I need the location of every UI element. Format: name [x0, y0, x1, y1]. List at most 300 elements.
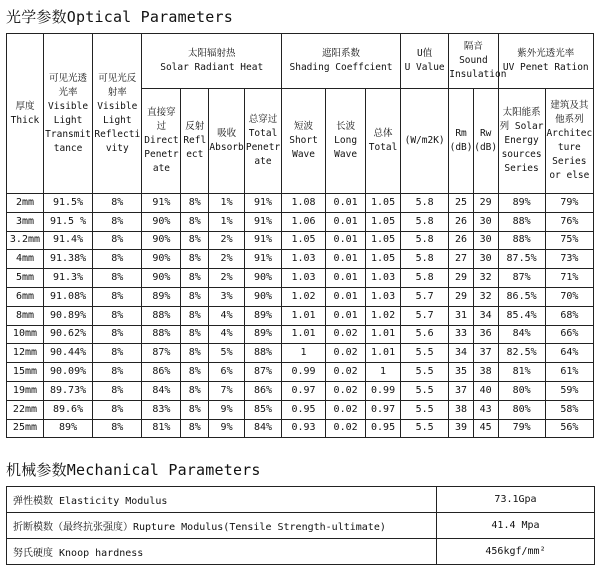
cell-thickness: 8mm	[7, 306, 44, 325]
cell-u-value: 5.7	[401, 306, 449, 325]
cell-u-value: 5.5	[401, 381, 449, 400]
cell-thickness: 4mm	[7, 250, 44, 269]
header-line: or else	[549, 170, 590, 181]
cell-total-penetrate: 88%	[245, 344, 282, 363]
cell-rw: 29	[473, 194, 498, 213]
header-absorb	[209, 89, 245, 194]
mechanical-label: 弹性模数 Elasticity Modulus	[7, 487, 437, 513]
header-long-wave	[326, 89, 366, 194]
header-shading-total	[366, 89, 401, 194]
cell-rm: 34	[449, 344, 474, 363]
cell-direct-penetrate: 90%	[142, 269, 181, 288]
cell-rm: 29	[449, 269, 474, 288]
header-line: Long	[334, 135, 358, 146]
header-line: 列 Solar	[499, 121, 544, 132]
cell-absorb: 1%	[209, 194, 245, 213]
header-line: Visible	[48, 100, 89, 112]
header-line: 隔音	[463, 41, 483, 52]
header-line: Short	[289, 135, 318, 146]
header-architecture-series	[545, 89, 593, 194]
cell-direct-penetrate: 84%	[142, 381, 181, 400]
cell-shading-total: 0.97	[366, 400, 401, 419]
header-line: Sound	[459, 55, 488, 66]
table-row	[7, 400, 594, 419]
header-line: 可见光透	[49, 72, 88, 84]
header-line: Transmit	[45, 128, 91, 140]
cell-rm: 33	[449, 325, 474, 344]
table-row	[7, 250, 594, 269]
header-line: (dB)	[474, 142, 498, 153]
header-line: Wave	[292, 149, 315, 160]
table-row	[7, 306, 594, 325]
header-uv-penetration	[498, 34, 594, 89]
cell-visible-transmittance: 91.3%	[43, 269, 92, 288]
cell-visible-transmittance: 91.5%	[43, 194, 92, 213]
cell-long-wave: 0.01	[326, 250, 366, 269]
cell-total-penetrate: 86%	[245, 381, 282, 400]
header-line: Total	[248, 128, 278, 139]
mechanical-label: 折断模数（最终抗张强度）Rupture Modulus(Tensile Strength-ultimate)	[7, 513, 437, 539]
cell-direct-penetrate: 91%	[142, 194, 181, 213]
cell-rw: 30	[473, 212, 498, 231]
cell-rw: 36	[473, 325, 498, 344]
cell-absorb: 2%	[209, 269, 245, 288]
cell-u-value: 5.7	[401, 287, 449, 306]
cell-visible-transmittance: 91.5 %	[43, 212, 92, 231]
mechanical-parameters-title: 机械参数Mechanical Parameters	[6, 461, 261, 479]
cell-visible-reflectivity: 8%	[93, 287, 142, 306]
cell-visible-transmittance: 91.08%	[43, 287, 92, 306]
cell-short-wave: 0.95	[281, 400, 325, 419]
cell-u-value: 5.8	[401, 194, 449, 213]
cell-solar-energy-series: 80%	[498, 381, 545, 400]
cell-visible-transmittance: 90.62%	[43, 325, 92, 344]
header-line: ect	[186, 149, 204, 160]
cell-shading-total: 1.03	[366, 287, 401, 306]
mechanical-row	[7, 487, 595, 513]
cell-thickness: 3mm	[7, 212, 44, 231]
cell-shading-total: 1.05	[366, 250, 401, 269]
cell-long-wave: 0.01	[326, 269, 366, 288]
table-row	[7, 344, 594, 363]
header-u-value	[401, 34, 449, 89]
cell-visible-reflectivity: 8%	[93, 381, 142, 400]
cell-solar-energy-series: 84%	[498, 325, 545, 344]
header-line: Total	[368, 142, 398, 153]
cell-total-penetrate: 91%	[245, 231, 282, 250]
cell-long-wave: 0.01	[326, 287, 366, 306]
cell-u-value: 5.5	[401, 344, 449, 363]
cell-solar-energy-series: 87%	[498, 269, 545, 288]
header-line: Reflecti	[94, 128, 141, 140]
cell-long-wave: 0.02	[326, 419, 366, 438]
cell-architecture-series: 64%	[545, 344, 593, 363]
header-line: 反射	[185, 121, 205, 132]
cell-shading-total: 0.99	[366, 381, 401, 400]
header-line: Series	[504, 163, 539, 174]
header-direct-penetrate	[142, 89, 181, 194]
cell-visible-reflectivity: 8%	[93, 269, 142, 288]
cell-reflect: 8%	[181, 363, 209, 382]
cell-rw: 30	[473, 250, 498, 269]
cell-direct-penetrate: 90%	[142, 250, 181, 269]
cell-absorb: 9%	[209, 400, 245, 419]
cell-reflect: 8%	[181, 400, 209, 419]
header-line: ate	[254, 156, 272, 167]
header-line: 遮阳系数	[321, 48, 360, 59]
table-row	[7, 212, 594, 231]
cell-rw: 32	[473, 269, 498, 288]
cell-short-wave: 0.97	[281, 381, 325, 400]
cell-total-penetrate: 87%	[245, 363, 282, 382]
cell-short-wave: 1.03	[281, 250, 325, 269]
header-line: U Value	[404, 62, 445, 73]
cell-visible-transmittance: 89.73%	[43, 381, 92, 400]
cell-absorb: 6%	[209, 363, 245, 382]
cell-reflect: 8%	[181, 231, 209, 250]
header-line: Penetr	[144, 149, 179, 160]
cell-solar-energy-series: 88%	[498, 212, 545, 231]
header-line: Architec	[546, 128, 593, 139]
header-shading-coefficient	[281, 34, 400, 89]
cell-visible-transmittance: 90.09%	[43, 363, 92, 382]
cell-short-wave: 1.05	[281, 231, 325, 250]
cell-visible-reflectivity: 8%	[93, 250, 142, 269]
cell-visible-transmittance: 91.4%	[43, 231, 92, 250]
cell-total-penetrate: 84%	[245, 419, 282, 438]
cell-architecture-series: 58%	[545, 400, 593, 419]
cell-rm: 35	[449, 363, 474, 382]
cell-total-penetrate: 85%	[245, 400, 282, 419]
header-reflect	[181, 89, 209, 194]
cell-rw: 30	[473, 231, 498, 250]
cell-u-value: 5.8	[401, 250, 449, 269]
cell-absorb: 7%	[209, 381, 245, 400]
cell-direct-penetrate: 89%	[142, 287, 181, 306]
cell-short-wave: 1.03	[281, 269, 325, 288]
header-line: Wave	[334, 149, 358, 160]
cell-u-value: 5.5	[401, 363, 449, 382]
cell-rm: 25	[449, 194, 474, 213]
cell-reflect: 8%	[181, 344, 209, 363]
cell-long-wave: 0.02	[326, 400, 366, 419]
cell-rm: 37	[449, 381, 474, 400]
cell-total-penetrate: 89%	[245, 306, 282, 325]
cell-direct-penetrate: 86%	[142, 363, 181, 382]
cell-direct-penetrate: 81%	[142, 419, 181, 438]
header-line: tance	[53, 142, 83, 154]
cell-visible-reflectivity: 8%	[93, 231, 142, 250]
cell-u-value: 5.6	[401, 325, 449, 344]
header-line: 可见光反	[98, 72, 137, 84]
cell-architecture-series: 56%	[545, 419, 593, 438]
cell-reflect: 8%	[181, 306, 209, 325]
cell-u-value: 5.8	[401, 231, 449, 250]
header-line: (W/m2K)	[404, 135, 445, 146]
cell-reflect: 8%	[181, 325, 209, 344]
cell-visible-reflectivity: 8%	[93, 212, 142, 231]
table-row	[7, 269, 594, 288]
cell-short-wave: 0.93	[281, 419, 325, 438]
mechanical-value: 456kgf/mm²	[437, 539, 595, 565]
header-thick	[7, 34, 44, 194]
cell-thickness: 22mm	[7, 400, 44, 419]
cell-visible-transmittance: 89%	[43, 419, 92, 438]
cell-visible-reflectivity: 8%	[93, 306, 142, 325]
header-line: 射率	[107, 86, 127, 98]
cell-direct-penetrate: 88%	[142, 325, 181, 344]
header-line: Solar Radiant Heat	[160, 62, 264, 73]
mechanical-value: 41.4 Mpa	[437, 513, 595, 539]
cell-direct-penetrate: 83%	[142, 400, 181, 419]
cell-long-wave: 0.02	[326, 363, 366, 382]
cell-solar-energy-series: 80%	[498, 400, 545, 419]
cell-reflect: 8%	[181, 381, 209, 400]
cell-long-wave: 0.01	[326, 212, 366, 231]
cell-visible-transmittance: 90.89%	[43, 306, 92, 325]
cell-architecture-series: 76%	[545, 212, 593, 231]
cell-short-wave: 1.02	[281, 287, 325, 306]
header-line: Penetr	[245, 142, 281, 153]
cell-architecture-series: 61%	[545, 363, 593, 382]
cell-shading-total: 1.01	[366, 344, 401, 363]
cell-absorb: 9%	[209, 419, 245, 438]
cell-total-penetrate: 89%	[245, 325, 282, 344]
header-solar-energy-series	[498, 89, 545, 194]
cell-architecture-series: 71%	[545, 269, 593, 288]
header-line: Refl	[183, 135, 207, 146]
cell-visible-reflectivity: 8%	[93, 400, 142, 419]
cell-rw: 34	[473, 306, 498, 325]
cell-shading-total: 1.03	[366, 269, 401, 288]
cell-reflect: 8%	[181, 419, 209, 438]
cell-total-penetrate: 90%	[245, 287, 282, 306]
cell-total-penetrate: 91%	[245, 212, 282, 231]
cell-short-wave: 1.06	[281, 212, 325, 231]
cell-shading-total: 1	[366, 363, 401, 382]
header-line: vity	[105, 142, 129, 154]
header-line: 直接穿	[147, 107, 176, 118]
cell-total-penetrate: 91%	[245, 194, 282, 213]
header-line: sources	[501, 149, 542, 160]
cell-direct-penetrate: 90%	[142, 212, 181, 231]
table-row	[7, 381, 594, 400]
cell-rm: 27	[449, 250, 474, 269]
header-line: (dB)	[449, 142, 473, 153]
cell-u-value: 5.8	[401, 269, 449, 288]
optical-parameters-table	[6, 33, 594, 438]
optical-parameters-title: 光学参数Optical Parameters	[6, 8, 233, 26]
mechanical-row	[7, 539, 595, 565]
header-line: ture	[557, 142, 581, 153]
header-u-unit	[401, 89, 449, 194]
cell-short-wave: 1	[281, 344, 325, 363]
cell-absorb: 4%	[209, 325, 245, 344]
cell-long-wave: 0.01	[326, 306, 366, 325]
cell-direct-penetrate: 88%	[142, 306, 181, 325]
header-line: 长波	[336, 121, 356, 132]
cell-solar-energy-series: 87.5%	[498, 250, 545, 269]
header-solar-radiant-heat	[142, 34, 282, 89]
header-line: Absorb	[209, 142, 244, 153]
header-rw	[473, 89, 498, 194]
header-line: 过	[156, 121, 167, 132]
cell-visible-reflectivity: 8%	[93, 325, 142, 344]
table-row	[7, 194, 594, 213]
header-line: 总体	[373, 128, 393, 139]
cell-total-penetrate: 91%	[245, 250, 282, 269]
mechanical-row	[7, 513, 595, 539]
header-line: Direct	[144, 135, 179, 146]
header-rm	[449, 89, 474, 194]
header-line: UV Penet Ration	[502, 62, 589, 73]
cell-reflect: 8%	[181, 250, 209, 269]
header-visible-reflectivity	[93, 34, 142, 194]
cell-solar-energy-series: 89%	[498, 194, 545, 213]
cell-direct-penetrate: 87%	[142, 344, 181, 363]
cell-reflect: 8%	[181, 269, 209, 288]
cell-architecture-series: 66%	[545, 325, 593, 344]
cell-shading-total: 1.02	[366, 306, 401, 325]
table-row	[7, 287, 594, 306]
cell-absorb: 2%	[209, 231, 245, 250]
header-total-penetrate	[245, 89, 282, 194]
cell-long-wave: 0.01	[326, 231, 366, 250]
header-line: Thick	[10, 114, 40, 126]
header-line: Rw	[479, 128, 492, 139]
mechanical-label: 努氏硬度 Knoop hardness	[7, 539, 437, 565]
table-row	[7, 363, 594, 382]
cell-absorb: 2%	[209, 250, 245, 269]
cell-rm: 29	[449, 287, 474, 306]
cell-rm: 26	[449, 212, 474, 231]
header-line: Insulation	[449, 69, 507, 80]
cell-u-value: 5.5	[401, 400, 449, 419]
cell-solar-energy-series: 85.4%	[498, 306, 545, 325]
table-row	[7, 325, 594, 344]
cell-thickness: 19mm	[7, 381, 44, 400]
cell-shading-total: 1.01	[366, 325, 401, 344]
cell-visible-reflectivity: 8%	[93, 419, 142, 438]
cell-short-wave: 1.08	[281, 194, 325, 213]
header-line: 短波	[294, 121, 314, 132]
cell-short-wave: 0.99	[281, 363, 325, 382]
cell-visible-reflectivity: 8%	[93, 194, 142, 213]
mechanical-parameters-table	[6, 486, 595, 565]
cell-reflect: 8%	[181, 212, 209, 231]
cell-rm: 38	[449, 400, 474, 419]
cell-thickness: 3.2mm	[7, 231, 44, 250]
cell-solar-energy-series: 79%	[498, 419, 545, 438]
cell-rw: 32	[473, 287, 498, 306]
header-line: Light	[53, 114, 83, 126]
cell-architecture-series: 79%	[545, 194, 593, 213]
cell-architecture-series: 73%	[545, 250, 593, 269]
mechanical-value: 73.1Gpa	[437, 487, 595, 513]
cell-rw: 43	[473, 400, 498, 419]
header-short-wave	[281, 89, 325, 194]
cell-rw: 38	[473, 363, 498, 382]
cell-thickness: 5mm	[7, 269, 44, 288]
table-row	[7, 231, 594, 250]
header-line: 光率	[58, 86, 78, 98]
cell-reflect: 8%	[181, 287, 209, 306]
cell-direct-penetrate: 90%	[142, 231, 181, 250]
cell-long-wave: 0.01	[326, 194, 366, 213]
cell-shading-total: 0.95	[366, 419, 401, 438]
header-line: Visible	[97, 100, 138, 112]
header-line: 他系列	[555, 114, 584, 125]
cell-visible-transmittance: 89.6%	[43, 400, 92, 419]
cell-absorb: 5%	[209, 344, 245, 363]
cell-absorb: 3%	[209, 287, 245, 306]
cell-long-wave: 0.02	[326, 344, 366, 363]
cell-shading-total: 1.05	[366, 194, 401, 213]
cell-absorb: 4%	[209, 306, 245, 325]
table-row	[7, 419, 594, 438]
header-line: 建筑及其	[550, 100, 589, 111]
cell-solar-energy-series: 86.5%	[498, 287, 545, 306]
cell-short-wave: 1.01	[281, 306, 325, 325]
cell-architecture-series: 75%	[545, 231, 593, 250]
cell-rw: 40	[473, 381, 498, 400]
header-visible-transmittance	[43, 34, 92, 194]
cell-u-value: 5.5	[401, 419, 449, 438]
header-line: 太阳辐射热	[187, 48, 236, 59]
cell-solar-energy-series: 88%	[498, 231, 545, 250]
cell-total-penetrate: 90%	[245, 269, 282, 288]
table-header	[7, 34, 594, 194]
header-line: ate	[152, 163, 171, 174]
cell-thickness: 10mm	[7, 325, 44, 344]
cell-architecture-series: 70%	[545, 287, 593, 306]
table-body	[7, 194, 594, 438]
cell-rm: 26	[449, 231, 474, 250]
cell-short-wave: 1.01	[281, 325, 325, 344]
cell-absorb: 1%	[209, 212, 245, 231]
header-line: 紫外光透光率	[517, 48, 575, 59]
cell-solar-energy-series: 82.5%	[498, 344, 545, 363]
cell-architecture-series: 59%	[545, 381, 593, 400]
cell-reflect: 8%	[181, 194, 209, 213]
header-line: Energy	[504, 135, 539, 146]
cell-rw: 37	[473, 344, 498, 363]
cell-visible-transmittance: 90.44%	[43, 344, 92, 363]
header-line: 太阳能系	[502, 107, 541, 118]
cell-thickness: 12mm	[7, 344, 44, 363]
cell-rw: 45	[473, 419, 498, 438]
cell-thickness: 25mm	[7, 419, 44, 438]
cell-rm: 39	[449, 419, 474, 438]
cell-visible-reflectivity: 8%	[93, 344, 142, 363]
header-line: 总穿过	[248, 114, 278, 125]
header-line: Rm	[455, 128, 467, 139]
cell-architecture-series: 68%	[545, 306, 593, 325]
cell-thickness: 2mm	[7, 194, 44, 213]
header-line: 吸收	[217, 128, 237, 139]
cell-thickness: 15mm	[7, 363, 44, 382]
cell-shading-total: 1.05	[366, 212, 401, 231]
cell-shading-total: 1.05	[366, 231, 401, 250]
cell-long-wave: 0.02	[326, 325, 366, 344]
cell-u-value: 5.8	[401, 212, 449, 231]
cell-solar-energy-series: 81%	[498, 363, 545, 382]
header-line: Series	[552, 156, 587, 167]
header-line: Shading Coeffcient	[289, 62, 393, 73]
header-sound-insulation	[449, 34, 507, 89]
header-line: 厚度	[15, 100, 35, 112]
header-line: Light	[103, 114, 132, 126]
